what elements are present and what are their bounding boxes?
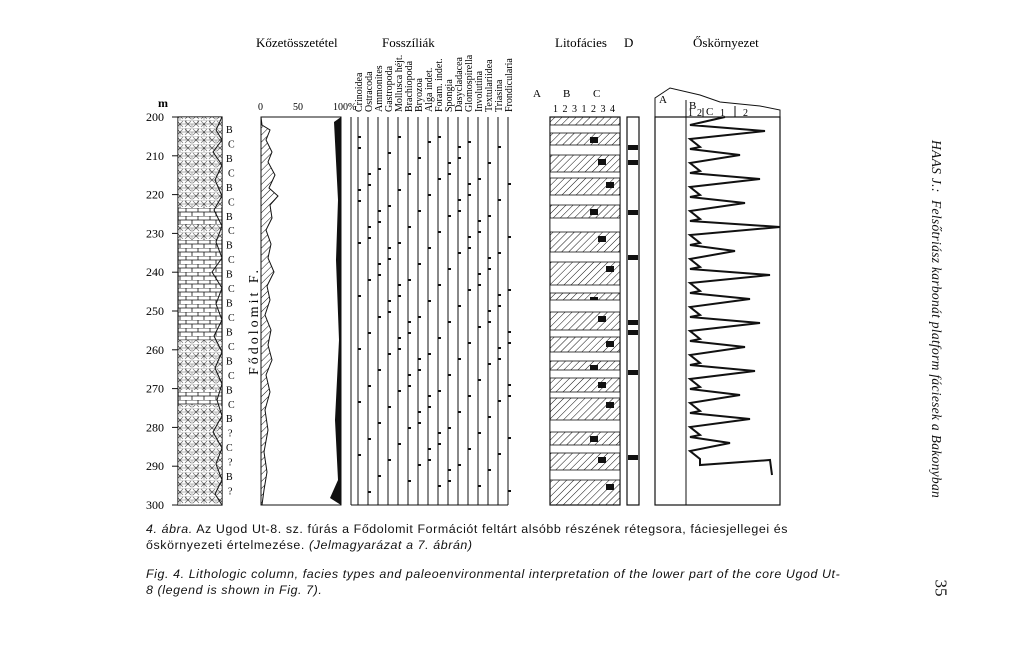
litho-block [606, 182, 614, 188]
fossil-name: Crinoidea [354, 72, 365, 112]
texture-letter: B [226, 385, 233, 397]
fossil-columns [351, 54, 515, 505]
heading-fossils: Fosszíliák [382, 35, 435, 50]
depth-tick-label: 230 [146, 226, 164, 241]
texture-letter: C [228, 226, 235, 238]
paleo-group-b: B [689, 100, 697, 112]
texture-letter: B [226, 327, 233, 339]
fossil-name: Brachiopoda [404, 60, 415, 112]
litho-band [550, 330, 620, 337]
litho-band [550, 420, 620, 432]
texture-letter: B [226, 240, 233, 252]
depth-axis [146, 110, 178, 512]
texture-letter: C [228, 255, 235, 267]
d-mark [628, 370, 638, 375]
d-mark [628, 210, 638, 215]
texture-letter: C [228, 313, 235, 324]
litho-subcol-label: 2 [562, 104, 568, 115]
paleo-sub-3: 1 [720, 108, 725, 119]
texture-letter: ? [228, 428, 233, 440]
litho-band [550, 445, 620, 453]
caption-hungarian [146, 521, 846, 553]
litho-block [590, 137, 598, 143]
litho-block [606, 402, 614, 408]
depth-tick-label: 290 [146, 459, 164, 474]
texture-letters [226, 125, 235, 498]
litho-band [550, 285, 620, 293]
litho-band [550, 352, 620, 361]
litho-band [550, 172, 620, 178]
depth-tick-label: 220 [146, 187, 164, 202]
d-mark [628, 455, 638, 460]
litho-band [550, 195, 620, 205]
texture-letter: C [228, 341, 235, 353]
litho-subcol-label: 2 [591, 104, 596, 115]
paleo-group-c: C [706, 106, 714, 118]
paleo-group-a: A [659, 94, 667, 106]
texture-letter: C [228, 168, 235, 180]
texture-letter: B [226, 153, 233, 165]
fossil-name: Foram. indet. [434, 58, 445, 112]
d-mark [628, 330, 638, 335]
fossil-name: Dasycladacea [454, 57, 465, 112]
litho-group-b: B [563, 88, 571, 100]
depth-tick-label: 240 [146, 265, 164, 280]
texture-letter: ? [228, 457, 233, 469]
litho-band [550, 470, 620, 480]
paleo-sub-2: 2 [697, 108, 702, 119]
running-head-author: HAAS J.: [929, 140, 944, 193]
fossil-name: Textulariidea [484, 59, 495, 112]
fossil-name: Triasina [494, 79, 505, 112]
fossil-name: Glomospirella [464, 54, 475, 112]
texture-letter: B [226, 414, 233, 426]
litho-block [606, 341, 614, 347]
litho-subcol-label: 1 [553, 104, 558, 115]
texture-letter: C [228, 284, 235, 296]
litho-subcol-label: 4 [610, 104, 615, 115]
fossil-name: Mollusca héjt. [394, 54, 405, 112]
litho-block [598, 159, 606, 165]
texture-letter: C [228, 370, 235, 382]
texture-letter: B [226, 125, 233, 136]
litho-band [550, 252, 620, 262]
texture-letter: B [226, 356, 233, 368]
texture-letter: B [226, 472, 233, 484]
paleo-sub-4: 2 [743, 108, 748, 119]
litho-block [598, 457, 606, 463]
litho-block [606, 266, 614, 272]
page-number: 35 [931, 579, 951, 597]
heading-lithofacies: Litofácies [555, 35, 607, 50]
litho-subcol-label: 3 [572, 104, 577, 115]
paleo-sub-1: 1 [688, 108, 693, 119]
caption-en-text: Lithologic column, facies types and paleoenvironmental interpretation of the lower part of the core Ugod Ut-8 (legend is shown in Fig. 7). [146, 567, 841, 597]
lithologic-column [178, 117, 222, 505]
litho-block [598, 236, 606, 242]
depth-tick-label: 210 [146, 148, 164, 163]
litho-subcol-label: 3 [600, 104, 606, 115]
fossil-name: Gastropoda [384, 65, 395, 112]
texture-letter: B [226, 182, 233, 194]
litho-subcol-label: 1 [581, 104, 587, 115]
litho-block [598, 316, 606, 322]
heading-d: D [624, 35, 634, 50]
caption-hu-text: Az Ugod Ut-8. sz. fúrás a Fődolomit Formációt feltárt alsóbb részének rétegsora, fáciesjellegei és őskörnyezeti értelmezése. [146, 522, 789, 552]
fossil-name: Alga indet. [424, 67, 435, 112]
litho-band [550, 125, 620, 133]
caption-hu-label: 4. ábra. [146, 522, 193, 536]
paleoenv-column [655, 88, 780, 505]
percent-tick-label: 100% [333, 102, 357, 113]
percent-axis [258, 102, 356, 113]
depth-tick-label: 200 [146, 110, 164, 124]
fossil-name: Frondicularia [504, 58, 515, 112]
heading-rock: Kőzetösszetétel [256, 35, 338, 50]
texture-letter: C [228, 197, 235, 209]
d-mark [628, 255, 638, 260]
fossil-name: Bryozoa [414, 78, 425, 112]
litho-band [550, 392, 620, 398]
formation-label: Fődolomit F. [247, 266, 262, 375]
fossil-name: Ammonites [374, 65, 385, 112]
texture-letter: C [228, 139, 235, 151]
depth-tick-label: 280 [146, 420, 164, 435]
litho-block [590, 209, 598, 215]
percent-tick-label: 50 [293, 102, 303, 113]
texture-letter: C [228, 399, 235, 411]
litho-band [550, 300, 620, 312]
litho-subcolumns [553, 104, 615, 115]
texture-letter: B [226, 269, 233, 281]
depth-tick-label: 250 [146, 304, 164, 318]
litho-band [550, 218, 620, 232]
percent-tick-label: 0 [258, 102, 263, 113]
running-head-title: Felsőtriász karbonát platform fáciesek a Bakonyban [929, 200, 944, 499]
litho-group-c: C [593, 88, 601, 100]
fossil-name: Ostracoda [364, 71, 375, 112]
litho-block [590, 436, 598, 442]
caption-en-label: Fig. 4. [146, 567, 185, 581]
caption-english [146, 566, 846, 598]
d-mark [628, 320, 638, 325]
heading-paleoenv: Őskörnyezet [693, 35, 759, 50]
fossil-name: Spongia [444, 79, 455, 112]
depth-tick-label: 260 [146, 342, 164, 357]
litho-band [550, 145, 620, 155]
litho-block [606, 484, 614, 490]
fossil-name: Involutina [474, 70, 485, 112]
litho-block [598, 382, 606, 388]
d-mark [628, 160, 638, 165]
texture-letter: C [226, 443, 233, 455]
litho-group-a: A [533, 88, 541, 100]
depth-tick-label: 300 [146, 498, 164, 512]
caption-hu-legend: (Jelmagyarázat a 7. ábrán) [308, 538, 473, 552]
dolomite-profile [261, 117, 341, 505]
running-head [928, 140, 948, 499]
d-column [627, 117, 639, 505]
texture-letter: B [226, 298, 233, 310]
d-mark [628, 145, 638, 150]
texture-letter: B [226, 211, 233, 223]
texture-letter: ? [228, 486, 233, 498]
depth-tick-label: 270 [146, 381, 164, 396]
lithofacies-column [550, 117, 620, 505]
depth-unit: m [158, 96, 168, 110]
litho-band [550, 370, 620, 378]
